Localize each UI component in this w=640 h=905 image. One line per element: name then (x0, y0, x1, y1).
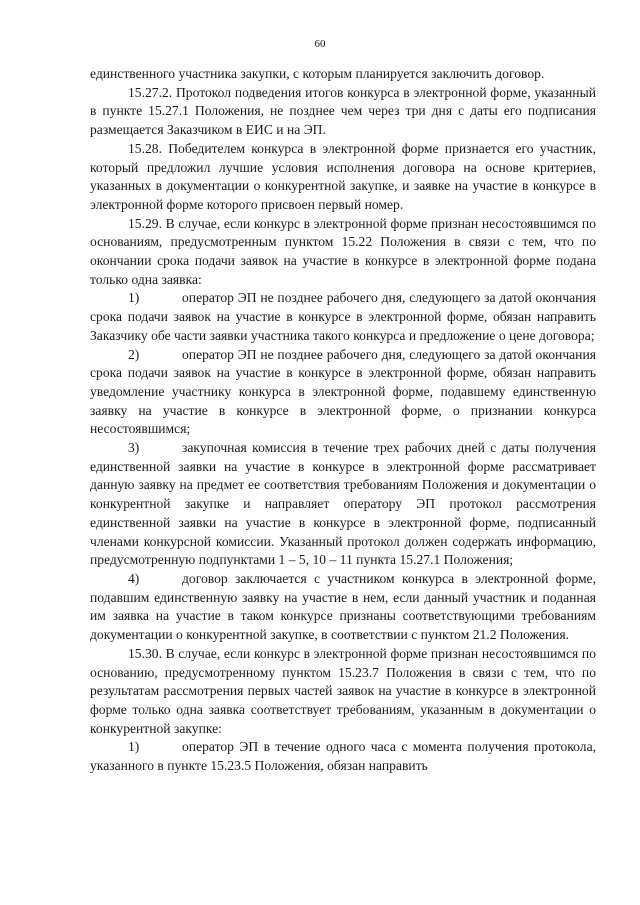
list-item-number: 4) (128, 570, 140, 586)
list-item-15-29-2 (90, 346, 596, 440)
list-item-number: 1) (128, 290, 140, 306)
paragraph-15-27-2: 15.27.2. Протокол подведения итогов конкурса в электронной форме, указанный в пункте 15.27.1 Положения, не позднее чем через три дня с даты его подписания размещается Заказчиком в ЕИС и на ЭП. (90, 84, 596, 138)
list-item-15-29-3 (90, 439, 596, 570)
list-item-text: оператор ЭП не позднее рабочего дня, следующего за датой окончания срока подачи заявок на участие в конкурсе в электронной форме, обязан направить Заказчику обе части заявки участника такого конкурса и предложение о цене договора; (90, 290, 596, 343)
paragraph-15-28: 15.28. Победителем конкурса в электронной форме признается его участник, который предложил лучшие условия исполнения договора на основе критериев, указанных в документации о конкурентной закупке, и заявке на участие в конкурсе в электронной форме которого присвоен первый номер. (90, 140, 596, 212)
list-item-text: оператор ЭП не позднее рабочего дня, следующего за датой окончания срока подачи заявок на участие в конкурсе в электронной форме, обязан направить уведомление участнику конкурса в электронной форме, подавшему единственную заявку на участие в конкурсе в электронной форме, о признании конкурса несостоявшимся; (90, 346, 596, 437)
paragraph-continuation: единственного участника закупки, с которым планируется заключить договор. (90, 66, 545, 81)
paragraph-15-30: 15.30. В случае, если конкурс в электронной форме признан несостоявшимся по основанию, предусмотренному пунктом 15.23.7 Положения в связи с тем, что по результатам рассмотрения первых частей заявок на участие в конкурсе в электронной форме только одна заявка соответствует требованиям, указанным в документации о конкурентной закупке: (90, 645, 596, 736)
list-item-text: закупочная комиссия в течение трех рабочих дней с даты получения единственной заявки на участие в конкурсе в электронной форме рассматривает данную заявку на предмет ее соответствия требованиям Положения и документации о конкурентной закупке и направляет оператору ЭП протокол рассмотрения единственной заявки на участие в конкурсе в электронной форме, подписанный членами конкурсной комиссии. Указанный протокол должен содержать информацию, предусмотренную подпунктами 1 – 5, 10 – 11 пункта 15.27.1 Положения; (90, 440, 596, 568)
list-item-number: 3) (128, 440, 140, 456)
paragraph-15-29: 15.29. В случае, если конкурс в электронной форме признан несостоявшимся по основаниям, предусмотренным пунктом 15.22 Положения в связи с тем, что по окончании срока подачи заявок на участие в конкурсе в электронной форме подана только одна заявка: (90, 215, 596, 287)
list-item-15-29-1 (90, 289, 596, 345)
list-item-15-29-4 (90, 570, 596, 645)
list-item-number: 2) (128, 346, 140, 362)
page-number: 60 (314, 38, 326, 50)
list-item-number: 1) (128, 739, 140, 755)
list-item-15-30-1 (90, 738, 596, 775)
document-body (90, 65, 596, 776)
list-item-text: договор заключается с участником конкурса в электронной форме, подавшим единственную заявку на участие в нем, если данный участник и поданная им заявка на участие в таком конкурсе признаны соответствующими требованиям документации о конкурентной закупке, в соответствии с пунктом 21.2 Положения. (90, 570, 596, 643)
list-item-text: оператор ЭП в течение одного часа с момента получения протокола, указанного в пункте 15.23.5 Положения, обязан направить (90, 739, 596, 774)
